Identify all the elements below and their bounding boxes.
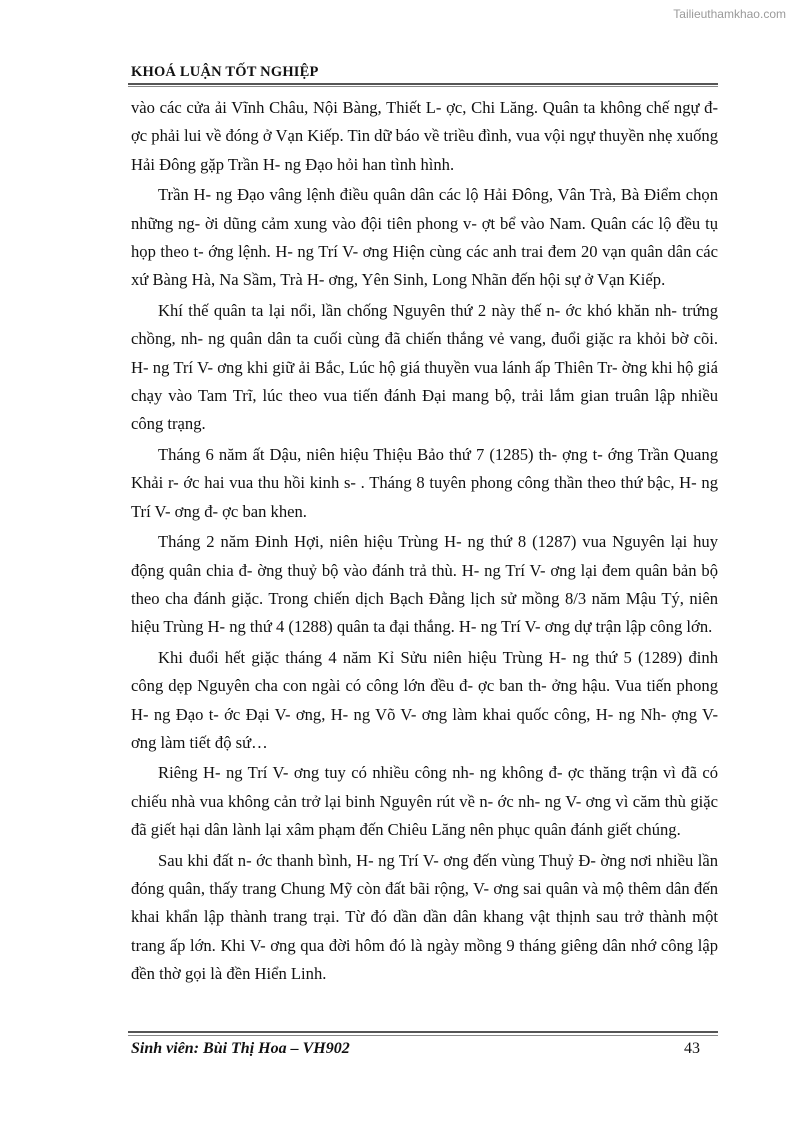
paragraph: Trần H- ng Đạo vâng lệnh điều quân dân các lộ Hải Đông, Vân Trà, Bà Điểm chọn những ng- ời dũng cảm xung vào đội tiên phong v- ợt bể vào Nam. Quân các lộ đều tụ họp theo t- ớng lệnh. H- ng Trí V- ơng Hiện cùng các anh trai đem 20 vạn quân dân các xứ Bàng Hà, Na Sầm, Trà H- ơng, Yên Sinh, Long Nhãn đến hội sự ở Vạn Kiếp. <box>131 185 718 290</box>
paragraph: Khí thế quân ta lại nổi, lần chống Nguyên thứ 2 này thế n- ớc khó khăn nh- trứng chồng, nh- ng quân dân ta cuối cùng đã chiến thắng vẻ vang, đuổi giặc ra khỏi bờ cõi. H- ng Trí V- ơng khi giữ ải Bắc, Lúc hộ giá thuyền vua lánh ấp Thiên Tr- ờng khi hộ giá chạy vào Tam Trĩ, lúc theo vua tiến đánh Đại mang bộ, trải lắm gian truân lập nhiều công trạng. <box>131 300 718 434</box>
paragraph: Tháng 2 năm Đinh Hợi, niên hiệu Trùng H- ng thứ 8 (1287) vua Nguyên lại huy động quân chia đ- ờng thuỷ bộ vào đánh trả thù. H- ng Trí V- ơng lại đem quân bản bộ theo cha đánh giặc. Trong chiến dịch Bạch Đằng lịch sử mồng 8/3 năm Mậu Tý, niên hiệu Trùng H- ng thứ 4 (1288) quân ta đại thắng. H- ng Trí V- ơng dự trận lập công lớn. <box>131 532 718 637</box>
paragraph: Sau khi đất n- ớc thanh bình, H- ng Trí V- ơng đến vùng Thuỷ Đ- ờng nơi nhiều lần đóng quân, thấy trang Chung Mỹ còn đất bãi rộng, V- ơng sai quân và mộ thêm dân đến khai khẩn lập thành trang trại. Từ đó dần dần dân khang vật thịnh sau trở thành một trang ấp lớn. Khi V- ơng qua đời hôm đó là ngày mồng 9 tháng giêng dân nhớ công lập đền thờ gọi là đền Hiển Linh. <box>131 850 718 984</box>
footer-divider-thin <box>128 1035 718 1036</box>
header-divider-thin <box>128 86 718 87</box>
page-header-title: KHOÁ LUẬN TỐT NGHIỆP <box>131 64 319 80</box>
footer-divider <box>128 1031 718 1033</box>
paragraph: vào các cửa ải Vĩnh Châu, Nội Bàng, Thiết L- ợc, Chi Lăng. Quân ta không chế ngự đ- ợc phải lui về đóng ở Vạn Kiếp. Tin dữ báo về triều đình, vua vội ngự thuyền nhẹ xuống Hải Đông gặp Trần H- ng Đạo hỏi han tình hình. <box>131 98 718 174</box>
paragraph: Tháng 6 năm ất Dậu, niên hiệu Thiệu Bảo thứ 7 (1285) th- ợng t- ớng Trần Quang Khải r- ớc hai vua thu hồi kinh s- . Tháng 8 tuyên phong công thần theo thứ bậc, H- ng Trí V- ơng đ- ợc ban khen. <box>131 444 718 521</box>
watermark-text: Tailieuthamkhao.com <box>673 7 786 21</box>
paragraph: Riêng H- ng Trí V- ơng tuy có nhiều công nh- ng không đ- ợc thăng trận vì đã có chiếu nhà vua không cản trở lại binh Nguyên rút về n- ớc nh- ng V- ơng vì căm thù giặc đã giết hại dân lành lại xâm phạm đến Chiêu Lăng nên phục quân đánh giết chúng. <box>131 763 718 840</box>
body-text <box>131 94 718 989</box>
header-divider <box>128 83 718 85</box>
page-number: 43 <box>684 1040 700 1057</box>
footer-student-name: Sinh viên: Bùi Thị Hoa – VH902 <box>131 1040 350 1057</box>
paragraph: Khi đuổi hết giặc tháng 4 năm Kỉ Sửu niên hiệu Trùng H- ng thứ 5 (1289) đinh công dẹp Nguyên cha con ngài có công lớn đều đ- ợc ban th- ởng hậu. Vua tiến phong H- ng Đạo t- ớc Đại V- ơng, H- ng Võ V- ơng làm khai quốc công, H- ng Nh- ợng V- ơng làm tiết độ sứ… <box>131 647 718 752</box>
